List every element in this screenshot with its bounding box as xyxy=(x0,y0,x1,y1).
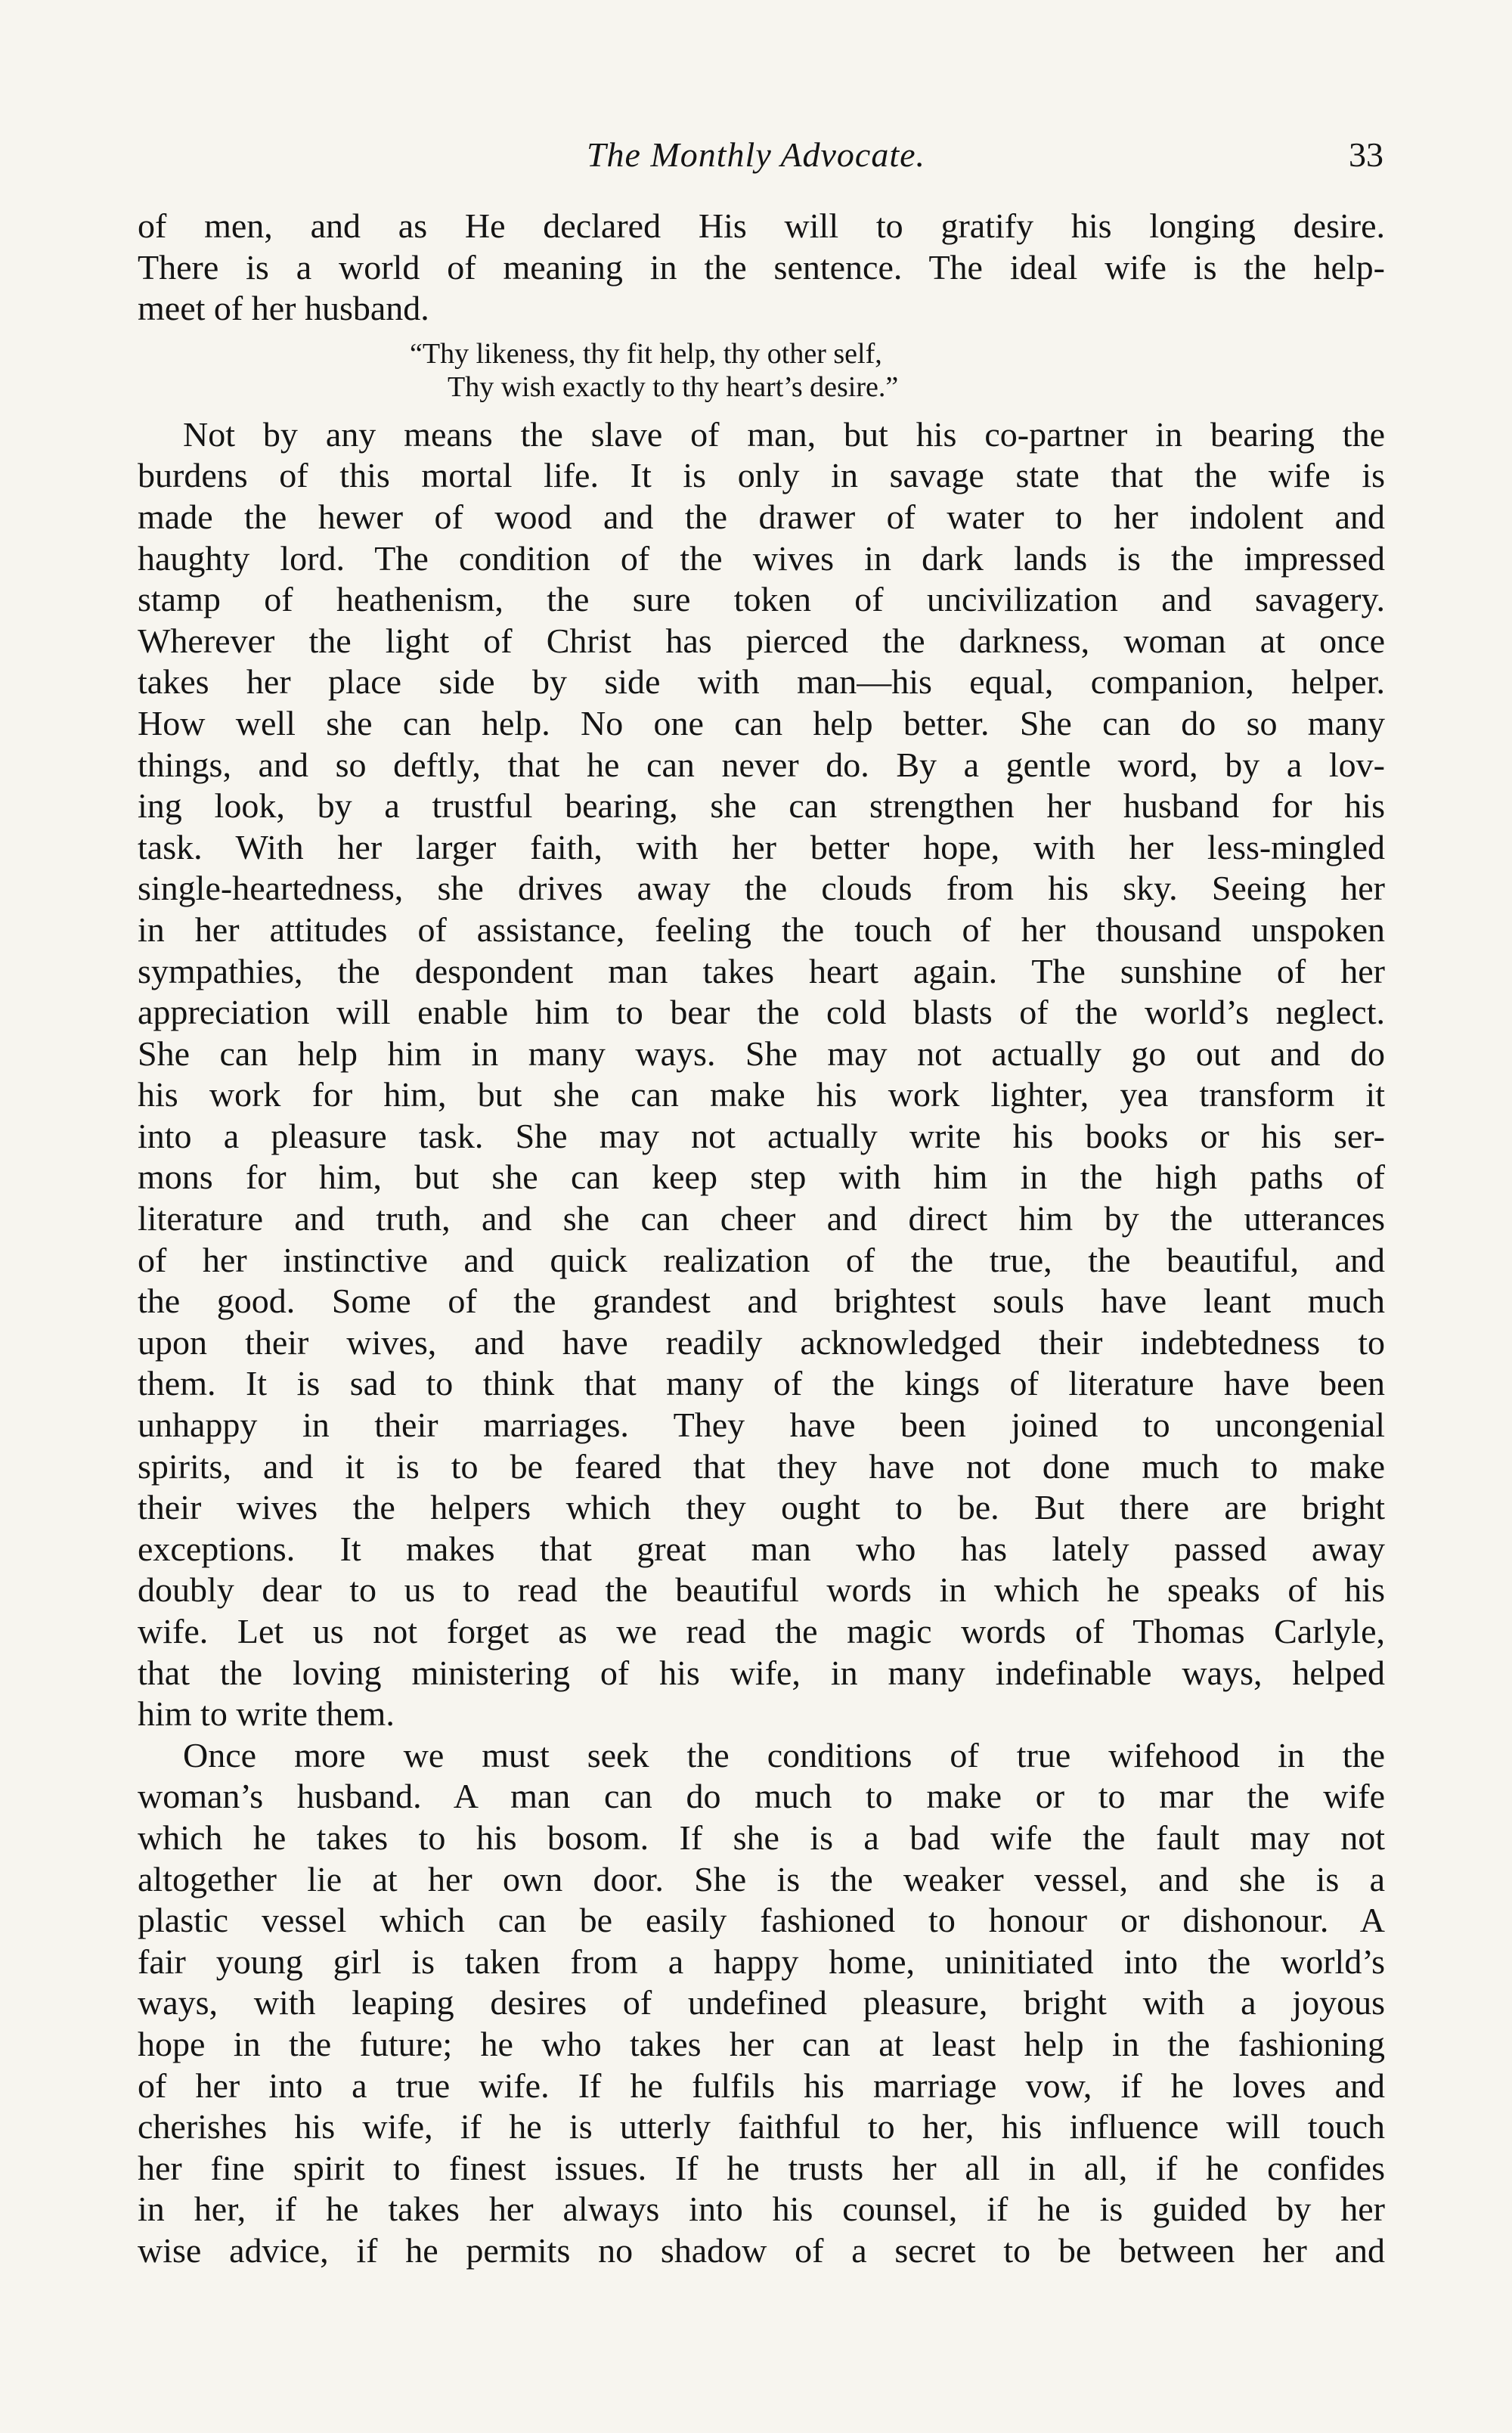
text-line: fair young girl is taken from a happy home, uninitiated into the world’s xyxy=(138,1942,1385,1981)
text-line: literature and truth, and she can cheer and direct him by the utterances xyxy=(138,1199,1385,1238)
text-line: Once more we must seek the conditions of true wifehood in the xyxy=(183,1735,1385,1774)
text-line: doubly dear to us to read the beautiful words in which he speaks of his xyxy=(138,1570,1385,1610)
text-line: made the hewer of wood and the drawer of water to her indolent and xyxy=(138,497,1385,536)
text-line: things, and so deftly, that he can never do. By a gentle word, by a lov- xyxy=(138,745,1385,784)
text-line: of her instinctive and quick realization of the true, the beautiful, and xyxy=(138,1240,1385,1279)
text-line: appreciation will enable him to bear the cold blasts of the world’s neglect. xyxy=(138,993,1385,1032)
text-line: their wives the helpers which they ought to be. But there are bright xyxy=(138,1488,1385,1527)
text-line: ways, with leaping desires of undefined pleasure, bright with a joyous xyxy=(138,1983,1385,2022)
text-line: wife. Let us not forget as we read the magic words of Thomas Carlyle, xyxy=(138,1612,1385,1650)
text-line: spirits, and it is to be feared that they have not done much to make xyxy=(138,1446,1385,1486)
text-line: altogether lie at her own door. She is the weaker vessel, and she is a xyxy=(138,1859,1385,1898)
text-line: cherishes his wife, if he is utterly faithful to her, his influence will touch xyxy=(138,2107,1385,2146)
text-line: wise advice, if he permits no shadow of a secret to be between her and xyxy=(138,2230,1385,2270)
text-line: upon their wives, and have readily acknowledged their indebtedness to xyxy=(138,1322,1385,1362)
text-line: his work for him, but she can make his work lighter, yea transform it xyxy=(138,1075,1385,1114)
text-line: him to write them. xyxy=(138,1694,395,1734)
text-line: She can help him in many ways. She may not actually go out and do xyxy=(138,1034,1385,1073)
paragraph-husband xyxy=(138,1735,1385,2272)
page-number: 33 xyxy=(1349,135,1383,174)
text-line: her fine spirit to finest issues. If he trusts her all in all, if he confides xyxy=(138,2148,1385,2187)
text-line: meet of her husband. xyxy=(138,289,429,328)
text-line: burdens of this mortal life. It is only in savage state that the wife is xyxy=(138,456,1385,495)
text-line: ing look, by a trustful bearing, she can strengthen her husband for his xyxy=(138,786,1385,826)
text-line: stamp of heathenism, the sure token of uncivilization and savagery. xyxy=(138,580,1385,619)
quote-line: Thy wish exactly to thy heart’s desire.” xyxy=(448,370,899,403)
text-line: of men, and as He declared His will to gratify his longing desire. xyxy=(138,206,1385,245)
text-line: task. With her larger faith, with her better hope, with her less-mingled xyxy=(138,827,1385,866)
text-line: plastic vessel which can be easily fashioned to honour or dishonour. A xyxy=(138,1901,1385,1940)
quote-line: “Thy likeness, thy fit help, thy other self, xyxy=(410,337,882,370)
text-line: Not by any means the slave of man, but his co-partner in bearing the xyxy=(183,414,1385,454)
paragraph-help-mate xyxy=(138,414,1385,1735)
text-line: takes her place side by side with man—his equal, companion, helper. xyxy=(138,662,1385,702)
text-line: which he takes to his bosom. If she is a bad wife the fault may not xyxy=(138,1818,1385,1857)
text-line: Wherever the light of Christ has pierced the darkness, woman at once xyxy=(138,621,1385,660)
text-line: haughty lord. The condition of the wives in dark lands is the impressed xyxy=(138,538,1385,578)
text-line: in her attitudes of assistance, feeling the touch of her thousand unspoken xyxy=(138,910,1385,949)
text-line: woman’s husband. A man can do much to make or to mar the wife xyxy=(138,1777,1385,1816)
opening-paragraph xyxy=(138,206,1385,330)
text-line: hope in the future; he who takes her can at least help in the fashioning xyxy=(138,2024,1385,2063)
running-title: The Monthly Advocate. xyxy=(586,135,926,174)
verse-quote xyxy=(138,337,1385,404)
text-line: of her into a true wife. If he fulfils his marriage vow, if he loves and xyxy=(138,2066,1385,2105)
page-header xyxy=(0,135,1512,188)
text-line: the good. Some of the grandest and brightest souls have leant much xyxy=(138,1282,1385,1321)
text-line: How well she can help. No one can help better. She can do so many xyxy=(138,703,1385,742)
text-line: There is a world of meaning in the sentence. The ideal wife is the help- xyxy=(138,247,1385,287)
text-line: that the loving ministering of his wife, in many indefinable ways, helped xyxy=(138,1653,1385,1692)
text-line: single-heartedness, she drives away the clouds from his sky. Seeing her xyxy=(138,869,1385,908)
text-line: them. It is sad to think that many of the kings of literature have been xyxy=(138,1364,1385,1403)
body-text xyxy=(138,206,1385,2272)
text-line: mons for him, but she can keep step with him in the high paths of xyxy=(138,1158,1385,1197)
text-line: exceptions. It makes that great man who has lately passed away xyxy=(138,1529,1385,1568)
text-line: unhappy in their marriages. They have been joined to uncongenial xyxy=(138,1406,1385,1445)
text-line: sympathies, the despondent man takes heart again. The sunshine of her xyxy=(138,951,1385,990)
text-line: into a pleasure task. She may not actually write his books or his ser- xyxy=(138,1116,1385,1155)
text-line: in her, if he takes her always into his counsel, if he is guided by her xyxy=(138,2190,1385,2229)
